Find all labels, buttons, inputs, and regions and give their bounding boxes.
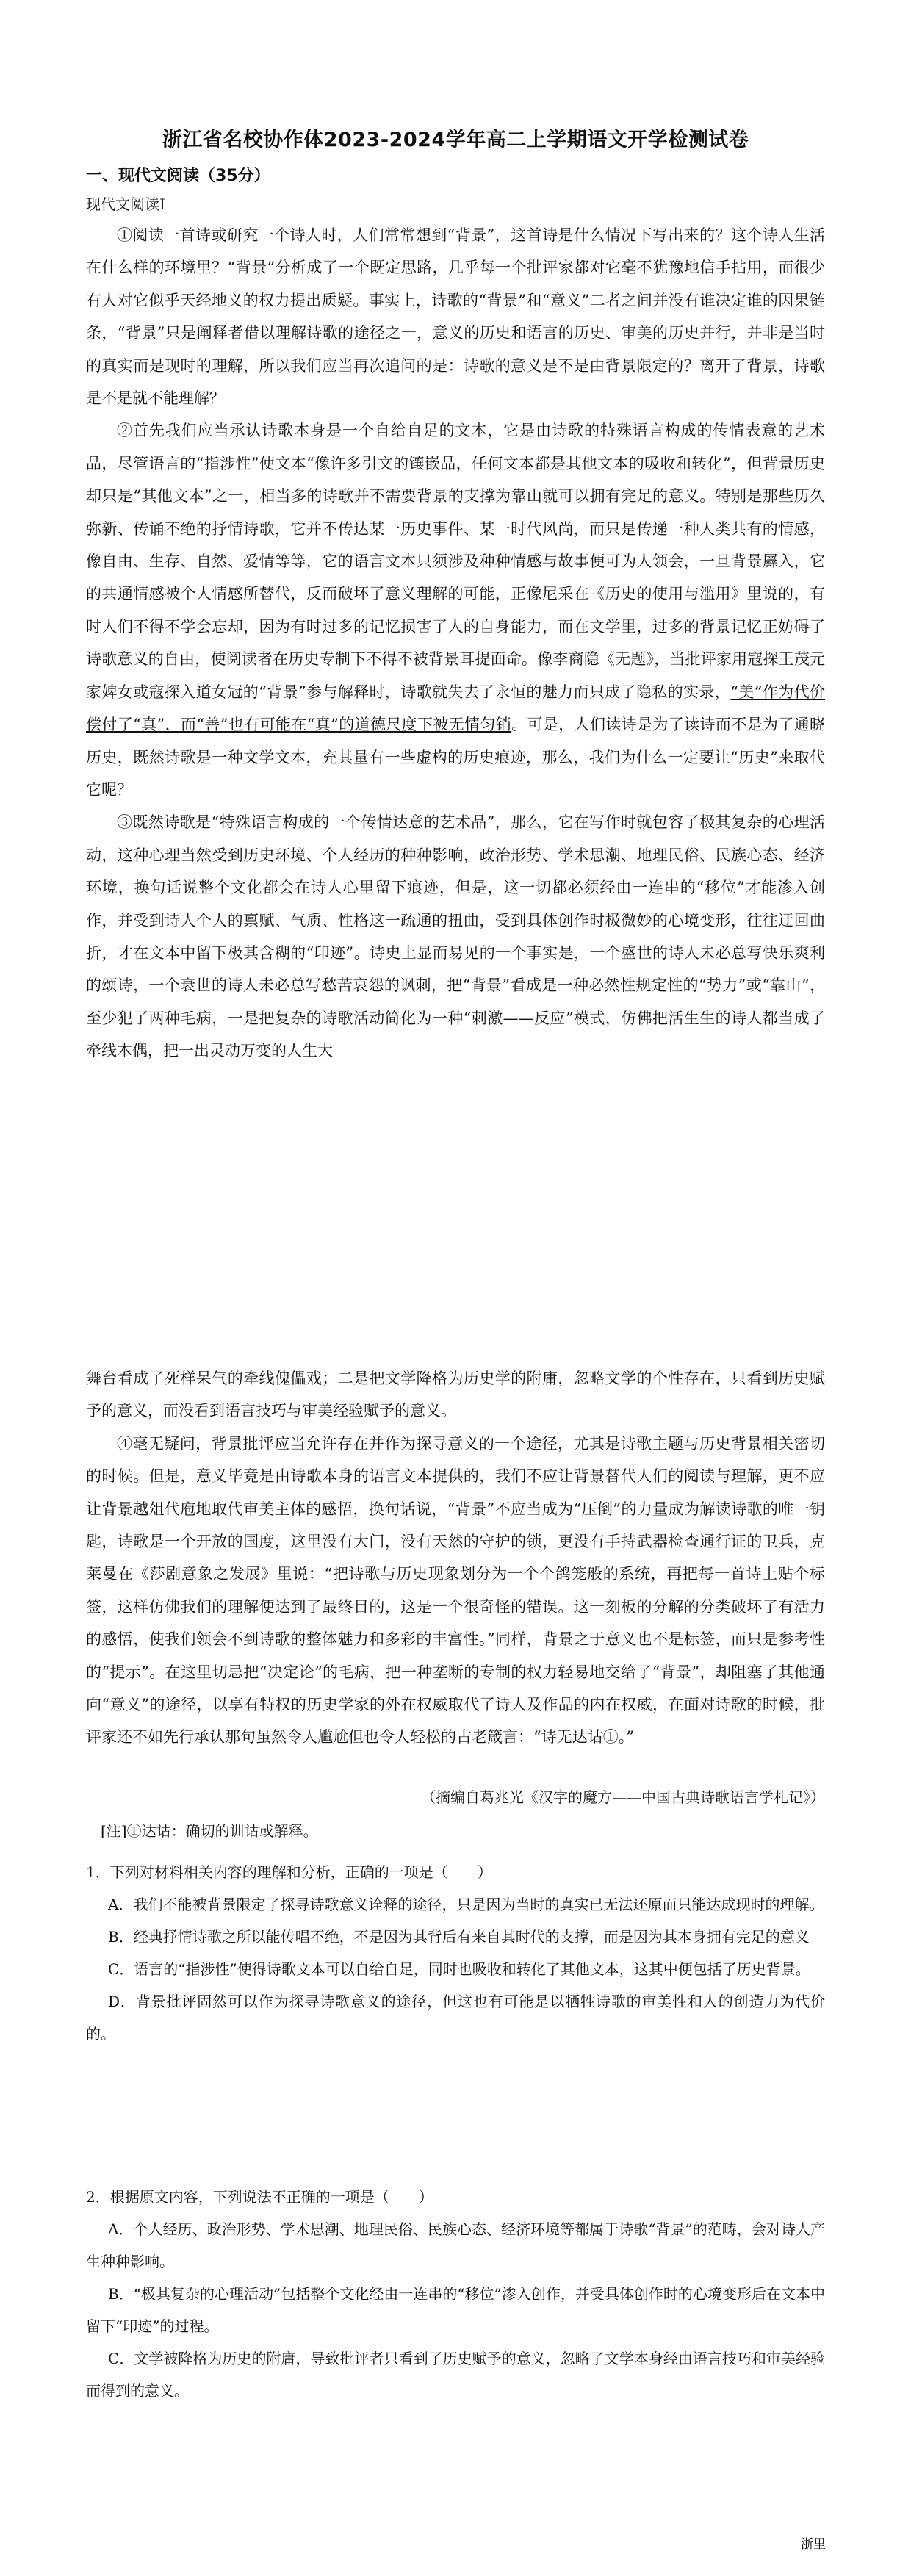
source-citation: （摘编自葛兆光《汉字的魔方——中国古典诗歌语言学札记》） xyxy=(421,1788,825,1806)
question-1-option-d: D．背景批评固然可以作为探寻诗歌意义的途径，但这也有可能是以牺牲诗歌的审美性和人的创造力为代价的。 xyxy=(86,1993,825,2043)
question-1-option-a: A．我们不能被背景限定了探寻诗歌意义诠释的途径，只是因为当时的真实已无法还原而只能达成现时的理解。 xyxy=(108,1896,824,1913)
paragraph-2-text-end: 。可是，人们读诗是为了读诗而不是为了通晓历史，既然诗歌是一种文学文本，充其量有一些虚构的历史痕迹，那么，我们为什么一定要让“历史”来取代它呢？ xyxy=(86,716,826,799)
paragraph-4: ④毫无疑问，背景批评应当允许存在并作为探寻意义的一个途径，尤其是诗歌主题与历史背景相关密切的时候。但是，意义毕竟是由诗歌本身的语言文本提供的，我们不应让背景替代人们的阅读与理解，更不应让背景越俎代庖地取代审美主体的感悟，换句话说，“背景”不应当成为“压倒”的力量成为解读诗歌的唯一钥匙，诗歌是一个开放的国度，这里没有大门，没有天然的守护的锁，更没有手持武器检查通行证的卫兵，克莱曼在《莎剧意象之发展》里说：“把诗歌与历史现象划分为一个个鸽笼般的系统，再把每一首诗上贴个标签，这样仿佛我们的理解便达到了最终目的，这是一个很奇怪的错误。这一刻板的分解的分类破坏了有活力的感悟，使我们领会不到诗歌的整体魅力和多彩的丰富性。”同样，背景之于意义也不是标签，而只是参考性的“提示”。在这里切忌把“决定论”的毛病，把一种垄断的专制的权力轻易地交给了“背景”，却阻塞了其他通向“意义”的途径，以享有特权的历史学家的外在权威取代了诗人及作品的内在权威，在面对诗歌的时候，批评家还不如先行承认那句虽然令人尴尬但也令人轻松的古老箴言：“诗无达诂①。” xyxy=(86,1434,825,1746)
page-footer: 浙里 xyxy=(801,2537,826,2552)
subsection-heading: 现代文阅读Ⅰ xyxy=(86,195,165,213)
paragraph-3: ③既然诗歌是“特殊语言构成的一个传情达意的艺术品”，那么，它在写作时就包容了极其复杂的心理活动，这种心理当然受到历史环境、个人经历的种种影响，政治形势、学术思潮、地理民俗、民族心态、经济环境，换句话说整个文化都会在诗人心里留下痕迹，但是，这一切都必须经由一连串的“移位”才能渗入创作，并受到诗人个人的禀赋、气质、性格这一疏通的扭曲，受到具体创作时极微妙的心境变形，往往迂回曲折，才在文本中留下极其含糊的“印迹”。诗史上显而易见的一个事实是，一个盛世的诗人未必总写快乐爽利的颂诗，一个衰世的诗人未必总写愁苦哀怨的讽刺，把“背景”看成是一种必然性规定性的“势力”或“靠山”，至少犯了两种毛病，一是把复杂的诗歌活动简化为一种“刺激——反应”模式，仿佛把活生生的诗人都当成了牵线木偶，把一出灵动万变的人生大 xyxy=(86,813,825,1060)
question-1-stem: 1．下列对材料相关内容的理解和分析，正确的一项是（ ） xyxy=(86,1863,492,1881)
underlined-sentence: “美”作为代价偿付了“真”，而“善”也有可能在“真”的道德尺度下被无情匀销 xyxy=(86,683,825,734)
section-heading: 一、现代文阅读（35分） xyxy=(86,167,270,185)
paragraph-2-text: ②首先我们应当承认诗歌本身是一个自给自足的文本，它是由诗歌的特殊语言构成的传情表意的艺术品，尽管语言的“指涉性”使文本“像许多引文的镶嵌品，任何文本都是其他文本的吸收和转化”，但背景历史却只是“其他文本”之一，相当多的诗歌并不需要背景的支撑为靠山就可以拥有完足的意义。特别是那些历久弥新、传诵不绝的抒情诗歌，它并不传达某一历史事件、某一时代风尚，而只是传递一种人类共有的情感，像自由、生存、自然、爱情等等，它的语言文本只须涉及种种情感与故事便可为人领会，一旦背景羼入，它的共通情感被个人情感所替代，反而破坏了意义理解的可能，正像尼采在《历史的使用与滥用》里说的，有时人们不得不学会忘却，因为有时过多的记忆损害了人的自身能力，而在文学里，过多的背景记忆正妨碍了诗歌意义的自由，使阅读者在历史专制下不得不被背景耳提面命。像李商隐《无题》，当批评家用寇探王茂元家婢女或寇探入道女冠的“背景”参与解释时，诗歌就失去了永恒的魅力而只成了隐私的实录， xyxy=(86,422,825,701)
footnote: [注]①达诂：确切的训诂或解释。 xyxy=(101,1822,318,1840)
question-2-option-b: B．“极其复杂的心理活动”包括整个文化经由一连串的“移位”渗入创作，并受具体创作时的心境变形后在文本中留下“印迹”的过程。 xyxy=(86,2285,825,2335)
question-2-stem: 2．根据原文内容，下列说法不正确的一项是（ ） xyxy=(86,2188,433,2206)
paragraph-1: ①阅读一首诗或研究一个诗人时，人们常常想到“背景”，这首诗是什么情况下写出来的？这个诗人生活在什么样的环境里？“背景”分析成了一个既定思路，几乎每一个批评家都对它毫不犹豫地信手拈用，而很少有人对它似乎天经地义的权力提出质疑。事实上，诗歌的“背景”和“意义”二者之间并没有谁决定谁的因果链条，“背景”只是阐释者借以理解诗歌的途径之一，意义的历史和语言的历史、审美的历史并行，并非是当时的真实而是现时的理解，所以我们应当再次追问的是：诗歌的意义是不是由背景限定的？离开了背景，诗歌是不是就不能理解？ xyxy=(86,226,825,408)
passage-part-2 xyxy=(86,1362,825,1754)
question-1-option-c: C．语言的“指涉性”使得诗歌文本可以自给自足，同时也吸收和转化了其他文本，这其中便包括了历史背景。 xyxy=(108,1960,810,1978)
question-2-option-a: A．个人经历、政治形势、学术思潮、地理民俗、民族心态、经济环境等都属于诗歌“背景”的范畴，会对诗人产生种种影响。 xyxy=(86,2220,825,2270)
question-2-option-c: C．文学被降格为历史的附庸，导致批评者只看到了历史赋予的意义，忽略了文学本身经由语言技巧和审美经验而得到的意义。 xyxy=(86,2350,825,2400)
exam-title: 浙江省名校协作体2023-2024学年高二上学期语文开学检测试卷 xyxy=(162,129,749,151)
paragraph-3-continued: 舞台看成了死样呆气的牵线傀儡戏；二是把文学降格为历史学的附庸，忽略文学的个性存在，只看到历史赋予的意义，而没看到语言技巧与审美经验赋予的意义。 xyxy=(86,1370,825,1420)
question-2 xyxy=(86,2181,825,2407)
paragraph-2 xyxy=(86,414,825,806)
passage-part-1 xyxy=(86,219,825,1068)
question-1 xyxy=(86,1856,825,2050)
question-1-option-b: B．经典抒情诗歌之所以能传唱不绝，不是因为其背后有来自其时代的支撑，而是因为其本身拥有完足的意义 xyxy=(108,1928,810,1946)
